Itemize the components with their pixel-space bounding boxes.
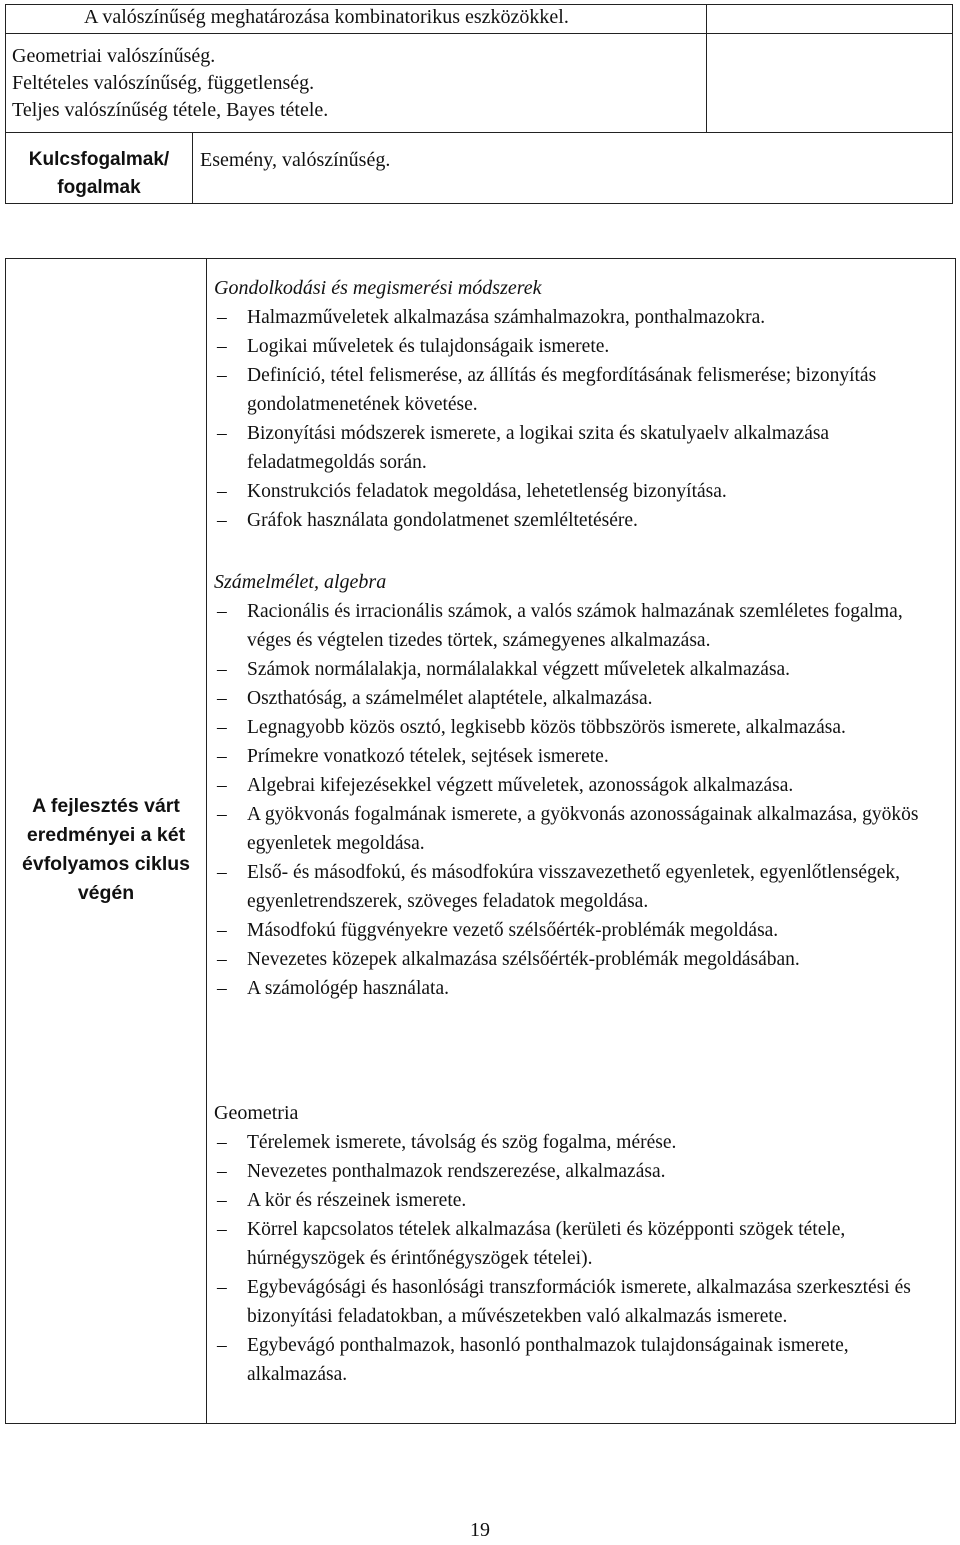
top-table-row2-right-cell — [706, 33, 953, 133]
dash-bullet-icon: – — [217, 717, 227, 738]
list-item: – Térelemek ismerete, távolság és szög fogalma, mérése. — [214, 1128, 949, 1157]
topic-line: Geometriai valószínűség. — [12, 45, 216, 67]
dash-bullet-icon: – — [217, 423, 227, 444]
list-item: – Nevezetes közepek alkalmazása szélsőérték-problémák megoldásában. — [214, 945, 949, 974]
dash-bullet-icon: – — [217, 862, 227, 883]
list-item: – Körrel kapcsolatos tételek alkalmazása (kerületi és középponti szögek tétele, húrnégyszögek és érintőnégyszögek tételei). — [214, 1215, 949, 1273]
dash-bullet-icon: – — [217, 1277, 227, 1298]
list-item: – Bizonyítási módszerek ismerete, a logikai szita és skatulyaelv alkalmazása feladatmegoldás során. — [214, 419, 949, 477]
list-item: – A számológép használata. — [214, 974, 949, 1003]
section-title: Gondolkodási és megismerési módszerek — [214, 277, 542, 299]
list-item: – Konstrukciós feladatok megoldása, lehetetlenség bizonyítása. — [214, 477, 949, 506]
list-item: – A kör és részeinek ismerete. — [214, 1186, 949, 1215]
list-item: – Logikai műveletek és tulajdonságaik ismerete. — [214, 332, 949, 361]
topic-line: Teljes valószínűség tétele, Bayes tétele. — [12, 99, 329, 121]
list-item: – A gyökvonás fogalmának ismerete, a gyökvonás azonosságainak alkalmazása, gyökös egyenletek megoldása. — [214, 800, 949, 858]
section-list — [214, 303, 949, 535]
dash-bullet-icon: – — [217, 1161, 227, 1182]
top-table-row1-text: A valószínűség meghatározása kombinatorikus eszközökkel. — [84, 6, 569, 28]
page-number: 19 — [470, 1519, 490, 1541]
list-item: – Egybevágó ponthalmazok, hasonló ponthalmazok tulajdonságainak ismerete, alkalmazása. — [214, 1331, 949, 1389]
key-concepts-label-line: fogalmak — [57, 177, 141, 198]
dash-bullet-icon: – — [217, 659, 227, 680]
list-item: – Gráfok használata gondolatmenet szemléltetésére. — [214, 506, 949, 535]
list-item: – Definíció, tétel felismerése, az állítás és megfordításának felismerése; bizonyítás gondolatmenetének követése. — [214, 361, 949, 419]
dash-bullet-icon: – — [217, 688, 227, 709]
topic-line: Feltételes valószínűség, függetlenség. — [12, 72, 315, 94]
top-table-row2-text — [12, 43, 328, 124]
dash-bullet-icon: – — [217, 510, 227, 531]
dash-bullet-icon: – — [217, 1132, 227, 1153]
dash-bullet-icon: – — [217, 949, 227, 970]
section-list — [214, 597, 949, 1003]
list-item: – Racionális és irracionális számok, a valós számok halmazának szemléletes fogalma, véges és végtelen tizedes törtek, számegyenes alkalmazása. — [214, 597, 949, 655]
list-item: – Számok normálalakja, normálalakkal végzett műveletek alkalmazása. — [214, 655, 949, 684]
list-item: – Algebrai kifejezésekkel végzett műveletek, azonosságok alkalmazása. — [214, 771, 949, 800]
list-item: – Másodfokú függvényekre vezető szélsőérték-problémák megoldása. — [214, 916, 949, 945]
dash-bullet-icon: – — [217, 336, 227, 357]
dash-bullet-icon: – — [217, 920, 227, 941]
dash-bullet-icon: – — [217, 804, 227, 825]
section-title: Számelmélet, algebra — [214, 571, 387, 593]
dash-bullet-icon: – — [217, 978, 227, 999]
dash-bullet-icon: – — [217, 365, 227, 386]
dash-bullet-icon: – — [217, 307, 227, 328]
dash-bullet-icon: – — [217, 601, 227, 622]
list-item: – Halmazműveletek alkalmazása számhalmazokra, ponthalmazokra. — [214, 303, 949, 332]
list-item: – Prímekre vonatkozó tételek, sejtések ismerete. — [214, 742, 949, 771]
dash-bullet-icon: – — [217, 1190, 227, 1211]
key-concepts-label-line: Kulcsfogalmak/ — [28, 149, 170, 170]
key-concepts-label — [5, 146, 193, 202]
dash-bullet-icon: – — [217, 1219, 227, 1240]
list-item: – Nevezetes ponthalmazok rendszerezése, alkalmazása. — [214, 1157, 949, 1186]
top-table-row1-right-cell — [706, 4, 953, 34]
list-item: – Egybevágósági és hasonlósági transzformációk ismerete, alkalmazása szerkesztési és bizonyítási feladatokban, a művészetekben való alkalmazás ismerete. — [214, 1273, 949, 1331]
list-item: – Legnagyobb közös osztó, legkisebb közös többszörös ismerete, alkalmazása. — [214, 713, 949, 742]
dash-bullet-icon: – — [217, 746, 227, 767]
list-item: – Első- és másodfokú, és másodfokúra visszavezethető egyenletek, egyenlőtlenségek, egyenletrendszerek, szöveges feladatok megoldása. — [214, 858, 949, 916]
section-title: Geometria — [214, 1102, 299, 1124]
section-geometry — [214, 1099, 949, 1389]
dash-bullet-icon: – — [217, 1335, 227, 1356]
dash-bullet-icon: – — [217, 481, 227, 502]
dash-bullet-icon: – — [217, 775, 227, 796]
outcomes-row-label: A fejlesztés várt eredményei a két évfolyamos ciklus végén — [22, 795, 190, 904]
key-concepts-value: Esemény, valószínűség. — [200, 149, 391, 171]
list-item: – Oszthatóság, a számelmélet alaptétele, alkalmazása. — [214, 684, 949, 713]
section-thinking-methods — [214, 274, 949, 535]
section-list — [214, 1128, 949, 1389]
section-number-theory-algebra — [214, 568, 949, 1003]
